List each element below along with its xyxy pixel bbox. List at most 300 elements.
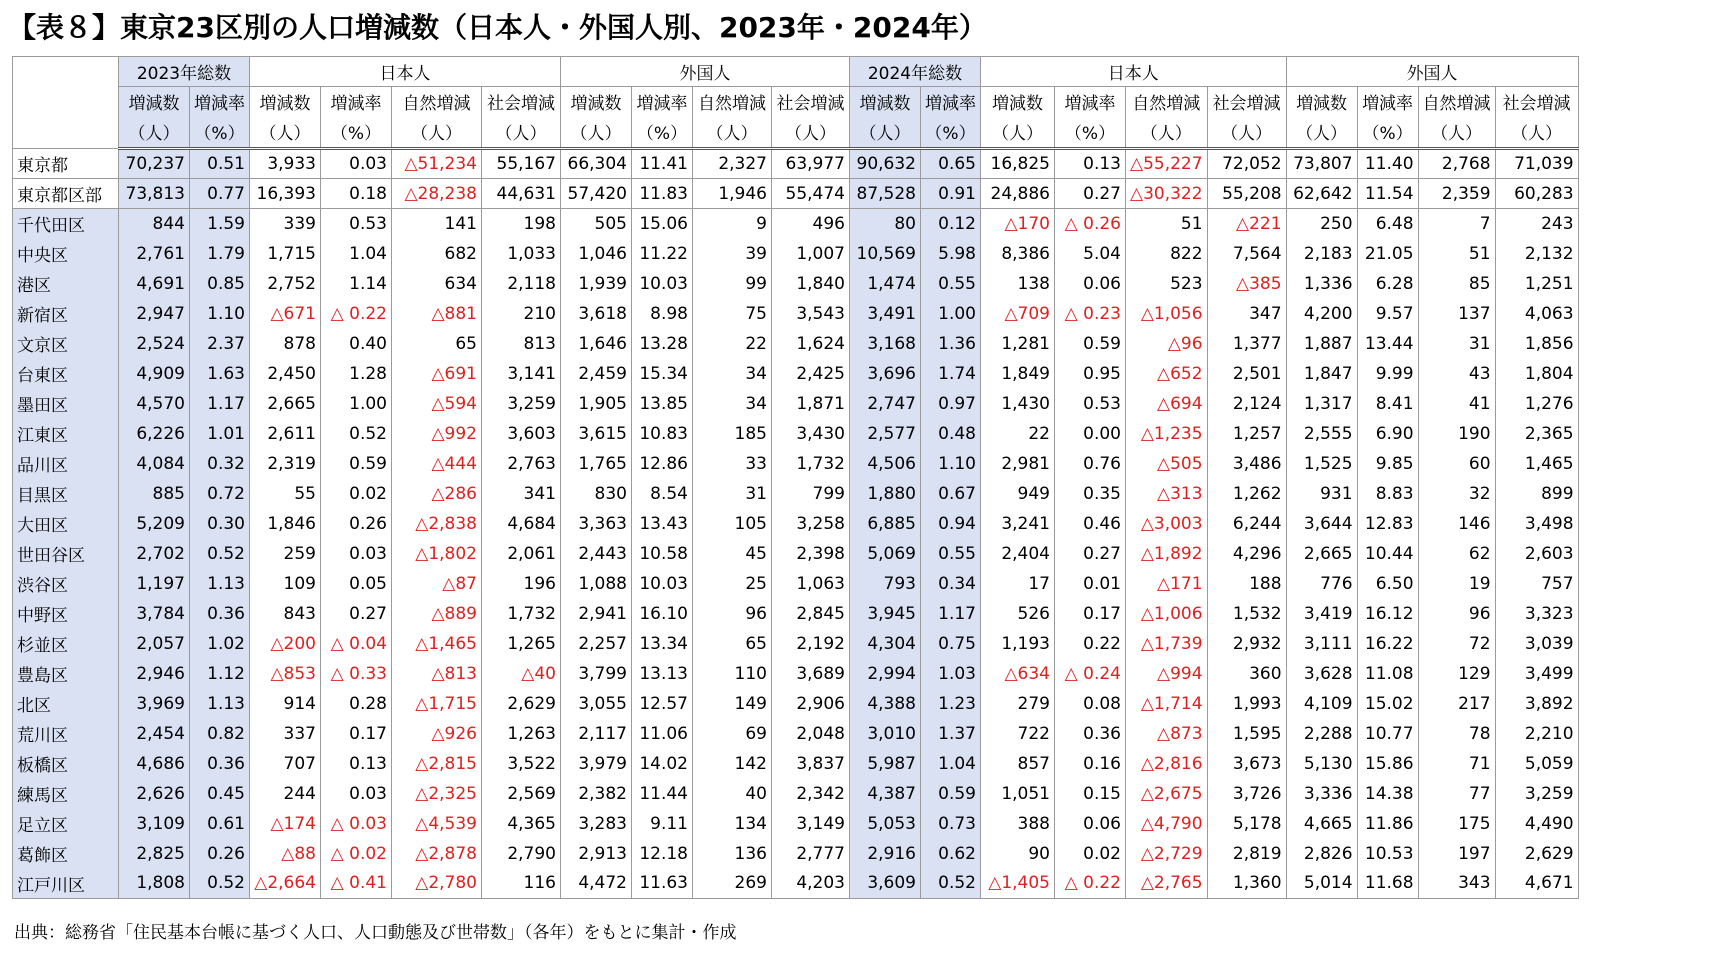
data-cell: 105 <box>693 509 772 539</box>
data-cell: 1.10 <box>190 299 250 329</box>
data-cell: 885 <box>119 479 190 509</box>
data-cell: 2,946 <box>119 659 190 689</box>
data-cell: 188 <box>1207 569 1286 599</box>
data-cell: 25 <box>693 569 772 599</box>
data-cell: 1.12 <box>190 659 250 689</box>
data-cell: △ 0.24 <box>1055 659 1126 689</box>
data-cell: 32 <box>1418 479 1495 509</box>
group-2023-total: 2023年総数 <box>119 57 250 87</box>
data-cell: 0.48 <box>921 419 981 449</box>
data-cell: 914 <box>250 689 321 719</box>
data-cell: △286 <box>392 479 482 509</box>
data-cell: △313 <box>1126 479 1208 509</box>
data-cell: 1.37 <box>921 719 981 749</box>
data-cell: 2,192 <box>772 629 850 659</box>
data-cell: 6.48 <box>1357 209 1418 239</box>
data-cell: 1,262 <box>1207 479 1286 509</box>
data-cell: △926 <box>392 719 482 749</box>
row-header-ward: 目黒区 <box>13 479 119 509</box>
data-cell: △1,465 <box>392 629 482 659</box>
data-cell: 1.02 <box>190 629 250 659</box>
data-cell: 3,689 <box>772 659 850 689</box>
data-cell: 8.41 <box>1357 389 1418 419</box>
data-cell: △2,780 <box>392 869 482 899</box>
column-header-label: 増減率 <box>632 87 693 117</box>
data-cell: 3,336 <box>1286 779 1357 809</box>
data-cell: 12.57 <box>632 689 693 719</box>
data-cell: 3,141 <box>482 359 561 389</box>
data-cell: 1,939 <box>561 269 632 299</box>
data-cell: 5,130 <box>1286 749 1357 779</box>
data-cell: 3,979 <box>561 749 632 779</box>
data-cell: △96 <box>1126 329 1208 359</box>
data-cell: 41 <box>1418 389 1495 419</box>
data-cell: 3,491 <box>850 299 921 329</box>
data-cell: 0.17 <box>321 719 392 749</box>
data-cell: 11.63 <box>632 869 693 899</box>
data-cell: 11.06 <box>632 719 693 749</box>
data-cell: △4,539 <box>392 809 482 839</box>
data-cell: 10.83 <box>632 419 693 449</box>
data-cell: 3,430 <box>772 419 850 449</box>
table-row <box>13 449 1579 479</box>
data-cell: 13.34 <box>632 629 693 659</box>
data-cell: 1,856 <box>1495 329 1578 359</box>
data-cell: 0.46 <box>1055 509 1126 539</box>
data-cell: 4,200 <box>1286 299 1357 329</box>
column-header-label: 増減率 <box>190 87 250 117</box>
data-cell: 3,799 <box>561 659 632 689</box>
data-cell: △1,739 <box>1126 629 1208 659</box>
data-cell: 1,646 <box>561 329 632 359</box>
data-cell: △873 <box>1126 719 1208 749</box>
data-cell: △2,815 <box>392 749 482 779</box>
data-cell: 0.17 <box>1055 599 1126 629</box>
data-cell: 43 <box>1418 359 1495 389</box>
column-header-label: 社会増減 <box>772 87 850 117</box>
data-cell: 3,726 <box>1207 779 1286 809</box>
data-cell: 337 <box>250 719 321 749</box>
column-header-label: 社会増減 <box>1495 87 1578 117</box>
data-cell: 1.28 <box>321 359 392 389</box>
column-header-unit: （人） <box>561 117 632 149</box>
header-group-row <box>13 57 1579 87</box>
data-cell: 16,825 <box>981 149 1055 179</box>
data-cell: 7 <box>1418 209 1495 239</box>
data-cell: 4,909 <box>119 359 190 389</box>
data-cell: 1.17 <box>921 599 981 629</box>
column-header-unit: （%） <box>321 117 392 149</box>
data-cell: 1,808 <box>119 869 190 899</box>
column-header-unit: （人） <box>250 117 321 149</box>
data-cell: 60 <box>1418 449 1495 479</box>
data-cell: 1,715 <box>250 239 321 269</box>
table-row <box>13 839 1579 869</box>
data-cell: 2.37 <box>190 329 250 359</box>
data-cell: 1.00 <box>321 389 392 419</box>
data-cell: 13.28 <box>632 329 693 359</box>
data-cell: 1,276 <box>1495 389 1578 419</box>
row-header-ward: 中野区 <box>13 599 119 629</box>
data-cell: 1,263 <box>482 719 561 749</box>
data-cell: 0.36 <box>1055 719 1126 749</box>
table-row <box>13 809 1579 839</box>
row-header-ward: 練馬区 <box>13 779 119 809</box>
data-cell: 1,281 <box>981 329 1055 359</box>
data-cell: 17 <box>981 569 1055 599</box>
data-cell: 51 <box>1418 239 1495 269</box>
data-cell: 62,642 <box>1286 179 1357 209</box>
data-cell: 1,251 <box>1495 269 1578 299</box>
data-cell: △2,675 <box>1126 779 1208 809</box>
data-cell: △4,790 <box>1126 809 1208 839</box>
table-row <box>13 779 1579 809</box>
data-cell: 0.67 <box>921 479 981 509</box>
data-cell: 34 <box>693 389 772 419</box>
data-cell: 190 <box>1418 419 1495 449</box>
data-cell: 72,052 <box>1207 149 1286 179</box>
data-cell: 3,055 <box>561 689 632 719</box>
data-cell: 5.04 <box>1055 239 1126 269</box>
data-cell: 0.97 <box>921 389 981 419</box>
data-cell: 11.08 <box>1357 659 1418 689</box>
data-cell: 347 <box>1207 299 1286 329</box>
data-cell: 0.95 <box>1055 359 1126 389</box>
row-header-ward: 北区 <box>13 689 119 719</box>
data-cell: 4,296 <box>1207 539 1286 569</box>
column-header-label: 増減率 <box>1055 87 1126 117</box>
data-cell: 0.06 <box>1055 269 1126 299</box>
data-cell: 279 <box>981 689 1055 719</box>
data-cell: 244 <box>250 779 321 809</box>
table-row <box>13 689 1579 719</box>
data-cell: 1,336 <box>1286 269 1357 299</box>
data-cell: 0.13 <box>321 749 392 779</box>
data-cell: 12.18 <box>632 839 693 869</box>
data-cell: 2,947 <box>119 299 190 329</box>
data-cell: 0.52 <box>190 539 250 569</box>
data-cell: △3,003 <box>1126 509 1208 539</box>
data-cell: 843 <box>250 599 321 629</box>
data-cell: 13.85 <box>632 389 693 419</box>
data-cell: 11.86 <box>1357 809 1418 839</box>
data-cell: 15.06 <box>632 209 693 239</box>
data-cell: 0.36 <box>190 749 250 779</box>
data-cell: 2,702 <box>119 539 190 569</box>
data-cell: 4,304 <box>850 629 921 659</box>
data-cell: 0.73 <box>921 809 981 839</box>
table-row <box>13 509 1579 539</box>
data-cell: 4,203 <box>772 869 850 899</box>
data-cell: 0.06 <box>1055 809 1126 839</box>
header-label-row <box>13 87 1579 117</box>
data-cell: 2,454 <box>119 719 190 749</box>
column-header-label: 増減数 <box>981 87 1055 117</box>
data-cell: 2,603 <box>1495 539 1578 569</box>
column-header-label: 増減数 <box>561 87 632 117</box>
data-cell: △691 <box>392 359 482 389</box>
data-cell: △709 <box>981 299 1055 329</box>
data-cell: 0.52 <box>921 869 981 899</box>
data-cell: 0.03 <box>321 779 392 809</box>
data-cell: 129 <box>1418 659 1495 689</box>
data-cell: 85 <box>1418 269 1495 299</box>
data-cell: 1,880 <box>850 479 921 509</box>
row-header-ward: 荒川区 <box>13 719 119 749</box>
data-cell: 2,117 <box>561 719 632 749</box>
data-cell: 197 <box>1418 839 1495 869</box>
data-cell: 40 <box>693 779 772 809</box>
data-cell: 1,465 <box>1495 449 1578 479</box>
data-cell: 9.85 <box>1357 449 1418 479</box>
data-cell: 5,069 <box>850 539 921 569</box>
row-header-ward: 世田谷区 <box>13 539 119 569</box>
data-cell: 2,629 <box>482 689 561 719</box>
group-2024-japanese: 日本人 <box>981 57 1287 87</box>
data-cell: 2,768 <box>1418 149 1495 179</box>
table-row <box>13 359 1579 389</box>
data-cell: 5.98 <box>921 239 981 269</box>
data-cell: 1,532 <box>1207 599 1286 629</box>
data-cell: △ 0.22 <box>1055 869 1126 899</box>
data-cell: 11.44 <box>632 779 693 809</box>
data-cell: 31 <box>693 479 772 509</box>
data-cell: 1.13 <box>190 569 250 599</box>
data-cell: 11.40 <box>1357 149 1418 179</box>
data-cell: 9.57 <box>1357 299 1418 329</box>
data-cell: 343 <box>1418 869 1495 899</box>
data-cell: 682 <box>392 239 482 269</box>
data-cell: 71 <box>1418 749 1495 779</box>
data-cell: 10.03 <box>632 569 693 599</box>
data-cell: 0.35 <box>1055 479 1126 509</box>
data-cell: △1,714 <box>1126 689 1208 719</box>
data-cell: 526 <box>981 599 1055 629</box>
data-cell: 31 <box>1418 329 1495 359</box>
data-cell: 0.27 <box>1055 539 1126 569</box>
data-cell: 1.13 <box>190 689 250 719</box>
table-row <box>13 179 1579 209</box>
data-cell: 9 <box>693 209 772 239</box>
data-cell: 175 <box>1418 809 1495 839</box>
table-row <box>13 719 1579 749</box>
data-cell: 3,945 <box>850 599 921 629</box>
row-header-ward: 新宿区 <box>13 299 119 329</box>
data-cell: 360 <box>1207 659 1286 689</box>
data-cell: △1,235 <box>1126 419 1208 449</box>
row-header-ward: 品川区 <box>13 449 119 479</box>
data-cell: 2,981 <box>981 449 1055 479</box>
data-cell: 6,885 <box>850 509 921 539</box>
data-cell: 1,197 <box>119 569 190 599</box>
data-cell: 2,555 <box>1286 419 1357 449</box>
data-cell: 3,168 <box>850 329 921 359</box>
column-header-label: 増減率 <box>921 87 981 117</box>
data-cell: 22 <box>693 329 772 359</box>
data-cell: 3,486 <box>1207 449 1286 479</box>
data-cell: 2,665 <box>1286 539 1357 569</box>
data-cell: 0.30 <box>190 509 250 539</box>
data-cell: 2,825 <box>119 839 190 869</box>
population-table <box>12 56 1579 899</box>
row-header-ward: 大田区 <box>13 509 119 539</box>
data-cell: 3,543 <box>772 299 850 329</box>
data-cell: 707 <box>250 749 321 779</box>
data-cell: 0.36 <box>190 599 250 629</box>
data-cell: 1,595 <box>1207 719 1286 749</box>
row-header-ward: 江東区 <box>13 419 119 449</box>
data-cell: 0.65 <box>921 149 981 179</box>
data-cell: 73,813 <box>119 179 190 209</box>
table-body <box>13 149 1579 899</box>
data-cell: 71,039 <box>1495 149 1578 179</box>
data-cell: 3,784 <box>119 599 190 629</box>
column-header-label: 増減数 <box>850 87 921 117</box>
data-cell: 6,244 <box>1207 509 1286 539</box>
data-cell: △ 0.23 <box>1055 299 1126 329</box>
data-cell: 0.27 <box>321 599 392 629</box>
data-cell: 1,063 <box>772 569 850 599</box>
column-header-unit: （人） <box>1207 117 1286 149</box>
data-cell: 3,283 <box>561 809 632 839</box>
data-cell: △385 <box>1207 269 1286 299</box>
data-cell: 21.05 <box>1357 239 1418 269</box>
data-cell: 75 <box>693 299 772 329</box>
data-cell: 136 <box>693 839 772 869</box>
data-cell: 0.45 <box>190 779 250 809</box>
row-header-ward: 杉並区 <box>13 629 119 659</box>
data-cell: 1,847 <box>1286 359 1357 389</box>
column-header-unit: （人） <box>693 117 772 149</box>
data-cell: 0.55 <box>921 539 981 569</box>
data-cell: 5,178 <box>1207 809 1286 839</box>
column-header-unit: （%） <box>921 117 981 149</box>
data-cell: 3,109 <box>119 809 190 839</box>
data-cell: 1,905 <box>561 389 632 419</box>
data-cell: 505 <box>561 209 632 239</box>
data-cell: 2,626 <box>119 779 190 809</box>
data-cell: 0.13 <box>1055 149 1126 179</box>
row-header-ward: 足立区 <box>13 809 119 839</box>
data-cell: 2,611 <box>250 419 321 449</box>
data-cell: 4,570 <box>119 389 190 419</box>
data-cell: 15.02 <box>1357 689 1418 719</box>
data-cell: 2,826 <box>1286 839 1357 869</box>
table-row <box>13 629 1579 659</box>
data-cell: △2,878 <box>392 839 482 869</box>
row-header-ward: 台東区 <box>13 359 119 389</box>
data-cell: △634 <box>981 659 1055 689</box>
data-cell: 793 <box>850 569 921 599</box>
data-cell: 3,149 <box>772 809 850 839</box>
data-cell: 878 <box>250 329 321 359</box>
data-cell: 12.83 <box>1357 509 1418 539</box>
data-cell: 5,209 <box>119 509 190 539</box>
data-cell: 0.76 <box>1055 449 1126 479</box>
data-cell: 523 <box>1126 269 1208 299</box>
data-cell: △694 <box>1126 389 1208 419</box>
data-cell: 14.38 <box>1357 779 1418 809</box>
row-header-ward: 文京区 <box>13 329 119 359</box>
data-cell: 10.03 <box>632 269 693 299</box>
row-header-ward: 中央区 <box>13 239 119 269</box>
data-cell: 1,624 <box>772 329 850 359</box>
data-cell: 116 <box>482 869 561 899</box>
row-header-ward: 東京都 <box>13 149 119 179</box>
data-cell: 1.03 <box>921 659 981 689</box>
data-cell: 4,671 <box>1495 869 1578 899</box>
column-header-label: 社会増減 <box>1207 87 1286 117</box>
data-cell: 19 <box>1418 569 1495 599</box>
data-cell: 4,490 <box>1495 809 1578 839</box>
data-cell: 857 <box>981 749 1055 779</box>
data-cell: 1,993 <box>1207 689 1286 719</box>
data-cell: 11.54 <box>1357 179 1418 209</box>
data-cell: △2,765 <box>1126 869 1208 899</box>
data-cell: 5,053 <box>850 809 921 839</box>
data-cell: 1,474 <box>850 269 921 299</box>
column-header-label: 自然増減 <box>693 87 772 117</box>
data-cell: 776 <box>1286 569 1357 599</box>
data-cell: 1,846 <box>250 509 321 539</box>
data-cell: △2,664 <box>250 869 321 899</box>
data-cell: 2,629 <box>1495 839 1578 869</box>
table-row <box>13 239 1579 269</box>
data-cell: 4,684 <box>482 509 561 539</box>
data-cell: 4,365 <box>482 809 561 839</box>
data-cell: 62 <box>1418 539 1495 569</box>
table-row <box>13 749 1579 779</box>
column-header-label: 増減率 <box>1357 87 1418 117</box>
data-cell: 149 <box>693 689 772 719</box>
data-cell: 11.83 <box>632 179 693 209</box>
data-cell: 0.59 <box>1055 329 1126 359</box>
group-2024-total: 2024年総数 <box>850 57 981 87</box>
data-cell: △1,892 <box>1126 539 1208 569</box>
data-cell: 3,039 <box>1495 629 1578 659</box>
data-cell: 1.79 <box>190 239 250 269</box>
data-cell: 1,525 <box>1286 449 1357 479</box>
data-cell: 2,994 <box>850 659 921 689</box>
data-cell: △30,322 <box>1126 179 1208 209</box>
data-cell: 72 <box>1418 629 1495 659</box>
data-cell: 0.59 <box>321 449 392 479</box>
data-cell: 2,747 <box>850 389 921 419</box>
data-cell: 4,063 <box>1495 299 1578 329</box>
data-cell: 3,258 <box>772 509 850 539</box>
data-cell: 3,259 <box>1495 779 1578 809</box>
table-row <box>13 329 1579 359</box>
data-cell: 3,499 <box>1495 659 1578 689</box>
data-cell: 259 <box>250 539 321 569</box>
data-cell: 1,007 <box>772 239 850 269</box>
data-cell: 0.51 <box>190 149 250 179</box>
data-cell: 0.22 <box>1055 629 1126 659</box>
row-header-ward: 江戸川区 <box>13 869 119 899</box>
data-cell: 0.27 <box>1055 179 1126 209</box>
data-cell: 2,819 <box>1207 839 1286 869</box>
data-cell: 2,569 <box>482 779 561 809</box>
data-cell: 0.02 <box>1055 839 1126 869</box>
data-cell: 55 <box>250 479 321 509</box>
data-cell: 1,033 <box>482 239 561 269</box>
data-cell: 5,014 <box>1286 869 1357 899</box>
data-cell: △170 <box>981 209 1055 239</box>
data-cell: 4,506 <box>850 449 921 479</box>
column-header-unit: （人） <box>850 117 921 149</box>
data-cell: 2,913 <box>561 839 632 869</box>
data-cell: 0.85 <box>190 269 250 299</box>
